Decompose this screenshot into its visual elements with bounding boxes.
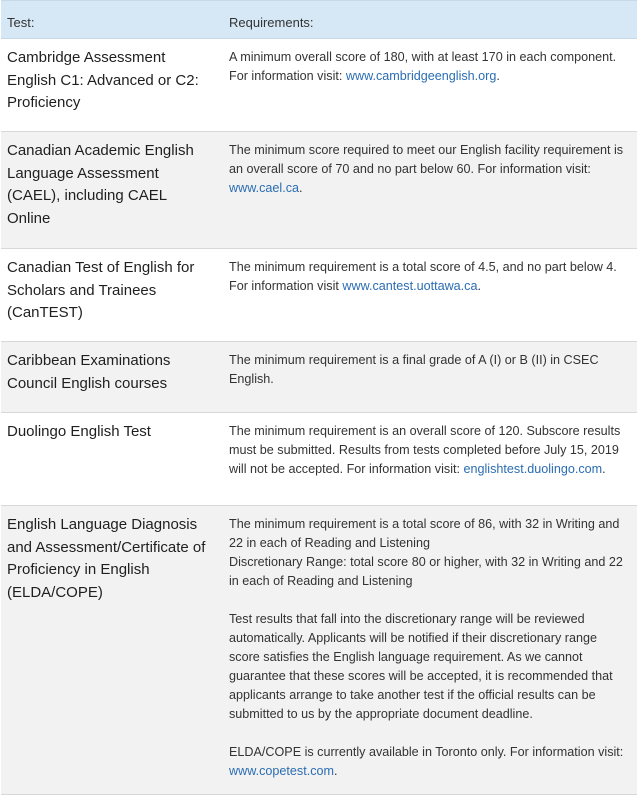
requirements-text: ELDA/COPE is currently available in Toronto only. For information visit: [229,745,624,759]
table-row [1,132,637,249]
punctuation: . [496,69,500,83]
requirements-text: The minimum requirement is an overall score of 120. Subscore results must be submitted. Results from tests completed before July 15, 2019 will not be accepted. For information visit: [229,424,621,476]
english-requirements-table [1,0,637,795]
requirements-cell [223,132,637,249]
test-name: Cambridge Assessment English C1: Advanced or C2: Proficiency [1,39,223,132]
requirements-text: The minimum requirement is a final grade of A (I) or B (II) in CSEC English. [229,353,599,386]
requirements-text: The minimum requirement is a total score of 4.5, and no part below 4. For information visit [229,260,617,293]
table-row [1,342,637,413]
test-name: Duolingo English Test [1,413,223,506]
discretionary-range-paragraph: Discretionary Range: total score 80 or higher, with 32 in Writing and 22 in each of Reading and Listening [229,555,623,588]
info-link[interactable]: www.cambridgeenglish.org [345,69,497,83]
table-row [1,39,637,132]
table-row [1,249,637,342]
table-row [1,413,637,506]
punctuation: . [334,764,338,778]
test-name: English Language Diagnosis and Assessment/Certificate of Proficiency in English (ELDA/COPE) [1,506,223,795]
availability-paragraph [229,743,627,781]
requirement-paragraph: The minimum requirement is a total score of 86, with 32 in Writing and 22 in each of Reading and Listening [229,517,620,550]
test-name: Caribbean Examinations Council English courses [1,342,223,413]
header-requirements: Requirements: [223,1,637,39]
review-note-paragraph: Test results that fall into the discretionary range will be reviewed automatically. Applicants will be notified if their discretionary range score satisfies the English language requirement. As we cannot guarantee that these scores will be accepted, it is recommended that applicants arrange to take another test if the official results can be submitted to us by the appropriate document deadline. [229,612,613,721]
punctuation: . [602,462,606,476]
requirements-cell [223,342,637,413]
punctuation: . [299,181,303,195]
info-link[interactable]: www.cantest.uottawa.ca [342,279,478,293]
requirements-text: The minimum score required to meet our English facility requirement is an overall score of 70 and no part below 60. For information visit: [229,143,624,176]
header-test: Test: [1,1,223,39]
punctuation: . [477,279,481,293]
test-name: Canadian Test of English for Scholars and Trainees (CanTEST) [1,249,223,342]
requirements-cell [223,413,637,506]
info-link[interactable]: englishtest.duolingo.com [463,462,603,476]
info-link[interactable]: www.cael.ca [229,181,299,195]
table-header-row [1,1,637,39]
table-row [1,506,637,795]
requirements-cell [223,506,637,795]
info-link[interactable]: www.copetest.com [229,764,334,778]
requirements-cell [223,249,637,342]
requirements-cell [223,39,637,132]
test-name: Canadian Academic English Language Assessment (CAEL), including CAEL Online [1,132,223,249]
requirements-text: A minimum overall score of 180, with at least 170 in each component. For information visit: [229,50,617,83]
